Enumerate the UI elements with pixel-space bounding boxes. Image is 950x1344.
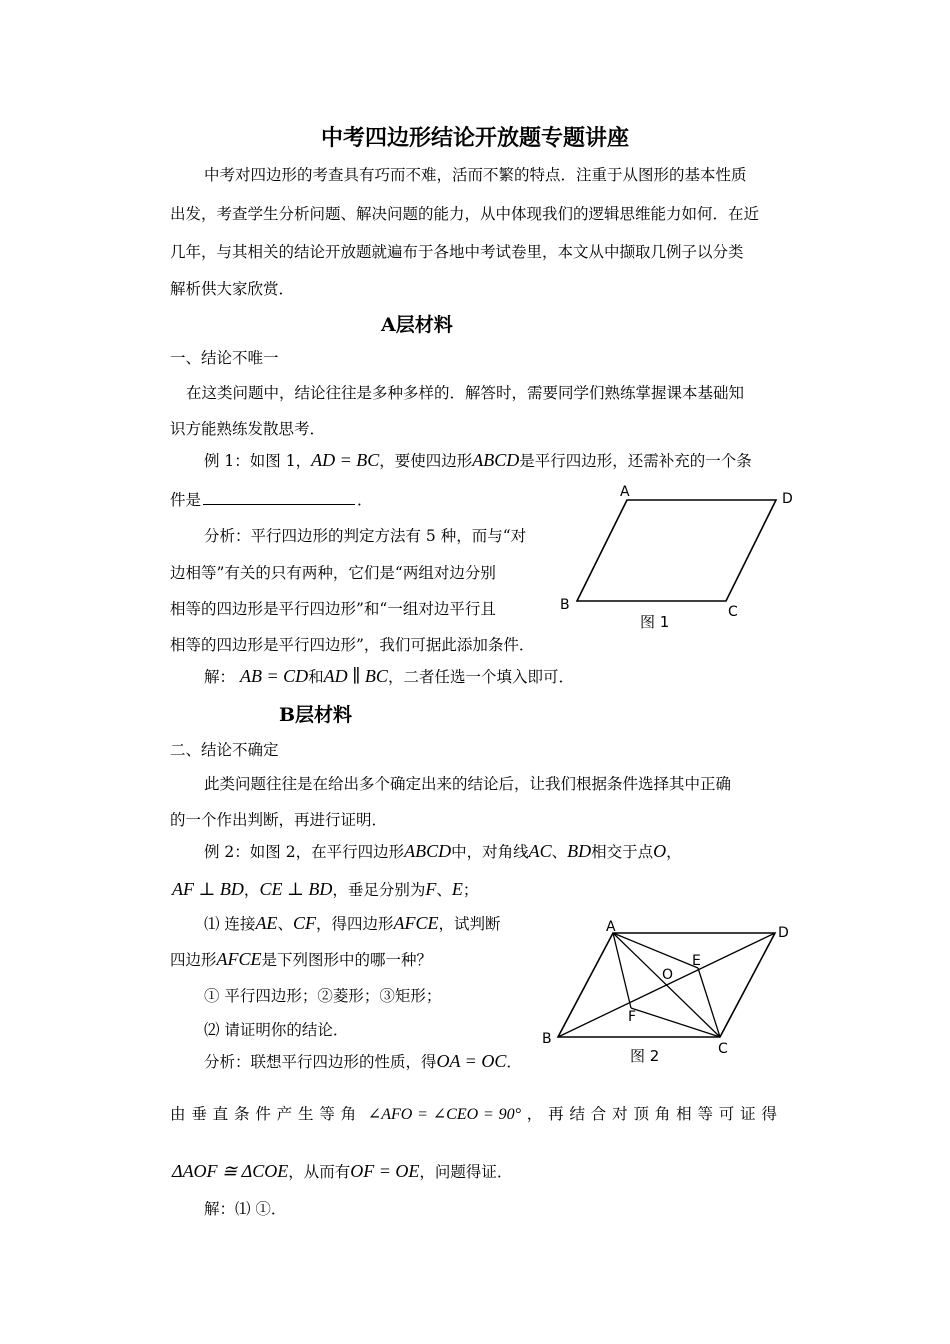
math-f: F xyxy=(425,879,437,899)
math-cf: CF xyxy=(292,913,316,933)
solution-1-label: 解： xyxy=(204,668,236,686)
math-ae: AE xyxy=(255,913,278,933)
segment-ae xyxy=(613,933,698,968)
parallelogram-abcd xyxy=(577,500,776,601)
math-e: E xyxy=(451,879,463,899)
figure-1-caption: 图 1 xyxy=(640,613,670,631)
fig1-label-b: B xyxy=(560,597,570,613)
math-oa-eq-oc: OA = OC xyxy=(436,1051,507,1071)
example-2-line-1 xyxy=(204,840,682,862)
example-1-line-2 xyxy=(170,488,373,510)
q1-text-a: ⑴ 连接 xyxy=(204,915,256,933)
section-b-subheading: 二、结论不确定 xyxy=(170,741,279,759)
example-2-text-c: 、 xyxy=(551,843,568,861)
fig1-label-c: C xyxy=(728,604,738,620)
example-1-line2-prefix: 件是 xyxy=(170,491,202,509)
analysis-2-c2: ，问题得证． xyxy=(419,1163,513,1181)
solution-1-and: 和 xyxy=(308,668,324,686)
analysis-1-line-1: 分析：平行四边形的判定方法有 5 种，而与“对 xyxy=(204,527,527,545)
intro-line-3: 几年，与其相关的结论开放题就遍布于各地中考试卷里，本文从中撷取几例子以分类 xyxy=(170,243,744,261)
fig2-label-b: B xyxy=(542,1031,552,1047)
question-2: ⑵ 请证明你的结论． xyxy=(204,1021,349,1039)
math-ab-eq-cd: AB = CD xyxy=(239,666,309,686)
fig2-label-d: D xyxy=(778,925,789,941)
figure-2-caption: 图 2 xyxy=(630,1047,660,1065)
fig2-label-a: A xyxy=(606,919,616,935)
fig2-label-e: E xyxy=(692,953,701,969)
section-b-heading: B层材料 xyxy=(279,704,353,726)
analysis-2-line-2-wrap xyxy=(170,1102,782,1124)
example-2-text-e: ， xyxy=(666,843,682,861)
section-b-desc-1: 此类问题往往是在给出多个确定出来的结论后，让我们根据条件选择其中正确 xyxy=(204,775,732,793)
example-1-suffix: 是平行四边形，还需补充的一个条 xyxy=(519,452,752,470)
fig1-label-d: D xyxy=(782,491,793,507)
analysis-1-line-2: 边相等”有关的只有两种，它们是“两组对边分别 xyxy=(170,564,496,582)
section-a-subheading: 一、结论不唯一 xyxy=(170,349,279,367)
math-ad-eq-bc: AD = BC xyxy=(311,450,380,470)
example-2-l2-c: 、 xyxy=(436,881,452,899)
math-abcd: ABCD xyxy=(472,450,520,470)
figure-2-parallelogram xyxy=(538,915,798,1075)
math-of-eq-oe: OF = OE xyxy=(350,1161,420,1181)
math-afce: AFCE xyxy=(393,913,439,933)
fig2-label-o: O xyxy=(662,967,674,983)
figure-1-parallelogram xyxy=(550,478,810,638)
analysis-2-b2: ，再结合对顶角相等可证得 xyxy=(526,1105,782,1123)
example-1-mid: ，要使四边形 xyxy=(379,452,473,470)
math-afce-2: AFCE xyxy=(216,949,262,969)
math-abcd-2: ABCD xyxy=(404,841,452,861)
analysis-2-b1: 由垂直条件产生等角 xyxy=(170,1105,363,1123)
intro-line-1: 中考对四边形的考查具有巧而不难，活而不繁的特点．注重于从图形的基本性质 xyxy=(204,166,747,184)
section-b-desc-2: 的一个作出判断，再进行证明． xyxy=(170,811,388,829)
q1-text-d: ，试判断 xyxy=(438,915,501,933)
section-a-heading: A层材料 xyxy=(381,314,453,336)
section-a-desc-1: 在这类问题中，结论往往是多种多样的．解答时，需要同学们熟练掌握课本基础知 xyxy=(186,384,745,402)
analysis-2-line-1 xyxy=(204,1050,522,1072)
analysis-2-line-3 xyxy=(172,1160,512,1182)
example-1-line2-suffix: ． xyxy=(357,491,373,509)
example-1-prefix: 例 1：如图 1， xyxy=(204,452,312,470)
question-1-line-2 xyxy=(170,948,432,970)
example-2-text-a: 例 2：如图 2，在平行四边形 xyxy=(204,843,405,861)
math-ac: AC xyxy=(528,841,552,861)
solution-1-suffix: ，二者任选一个填入即可． xyxy=(387,668,574,686)
example-2-text-b: 中，对角线 xyxy=(451,843,529,861)
question-1-line-1 xyxy=(204,912,501,934)
analysis-2-a1: 分析：联想平行四边形的性质，得 xyxy=(204,1053,437,1071)
math-ce-perp-bd: CE ⊥ BD xyxy=(259,879,333,899)
q1-text-c: ，得四边形 xyxy=(315,915,394,933)
example-1-line-1 xyxy=(204,449,752,471)
solution-2: 解：⑴ ①． xyxy=(204,1200,287,1218)
section-a-desc-2: 识方能熟练发散思考． xyxy=(170,420,326,438)
segment-af xyxy=(613,933,631,1008)
math-af-perp-bd: AF ⊥ BD xyxy=(172,879,244,899)
page-title: 中考四边形结论开放题专题讲座 xyxy=(320,125,629,151)
fig2-label-c: C xyxy=(718,1041,728,1057)
math-o: O xyxy=(653,841,667,861)
question-1-options: ① 平行四边形；②菱形；③矩形； xyxy=(204,987,442,1005)
example-2-l2-b: ，垂足分别为 xyxy=(332,881,426,899)
fig1-label-a: A xyxy=(620,484,630,500)
intro-line-4: 解析供大家欣赏． xyxy=(170,280,295,298)
answer-blank xyxy=(203,490,355,505)
segment-cf xyxy=(631,1008,720,1037)
analysis-2-line-2 xyxy=(170,1102,782,1124)
example-2-line-2 xyxy=(172,878,478,900)
q1b-text-b: 是下列图形中的哪一种？ xyxy=(261,951,433,969)
solution-1 xyxy=(204,665,574,687)
analysis-1-line-4: 相等的四边形是平行四边形”，我们可据此添加条件． xyxy=(170,636,535,654)
diagonal-bd xyxy=(558,933,775,1037)
q1-text-b: 、 xyxy=(277,915,293,933)
math-ad-parallel-bc: AD ∥ BC xyxy=(323,666,388,686)
example-2-text-d: 相交于点 xyxy=(591,843,654,861)
analysis-2-c1: ，从而有 xyxy=(288,1163,351,1181)
fig2-label-f: F xyxy=(628,1009,637,1025)
analysis-1-line-3: 相等的四边形是平行四边形”和“一组对边平行且 xyxy=(170,600,496,618)
example-2-l2-a: ， xyxy=(243,881,260,899)
q1b-text-a: 四边形 xyxy=(170,951,217,969)
intro-line-2: 出发，考查学生分析问题、解决问题的能力，从中体现我们的逻辑思维能力如何．在近 xyxy=(170,205,760,223)
analysis-2-a2: ． xyxy=(506,1053,522,1071)
math-congruent: ΔAOF ≅ ΔCOE xyxy=(172,1161,289,1181)
math-bd: BD xyxy=(567,841,592,861)
math-angle-eq: ∠AFO = ∠CEO = 90° xyxy=(367,1106,522,1123)
example-2-l2-d: ； xyxy=(462,881,479,899)
